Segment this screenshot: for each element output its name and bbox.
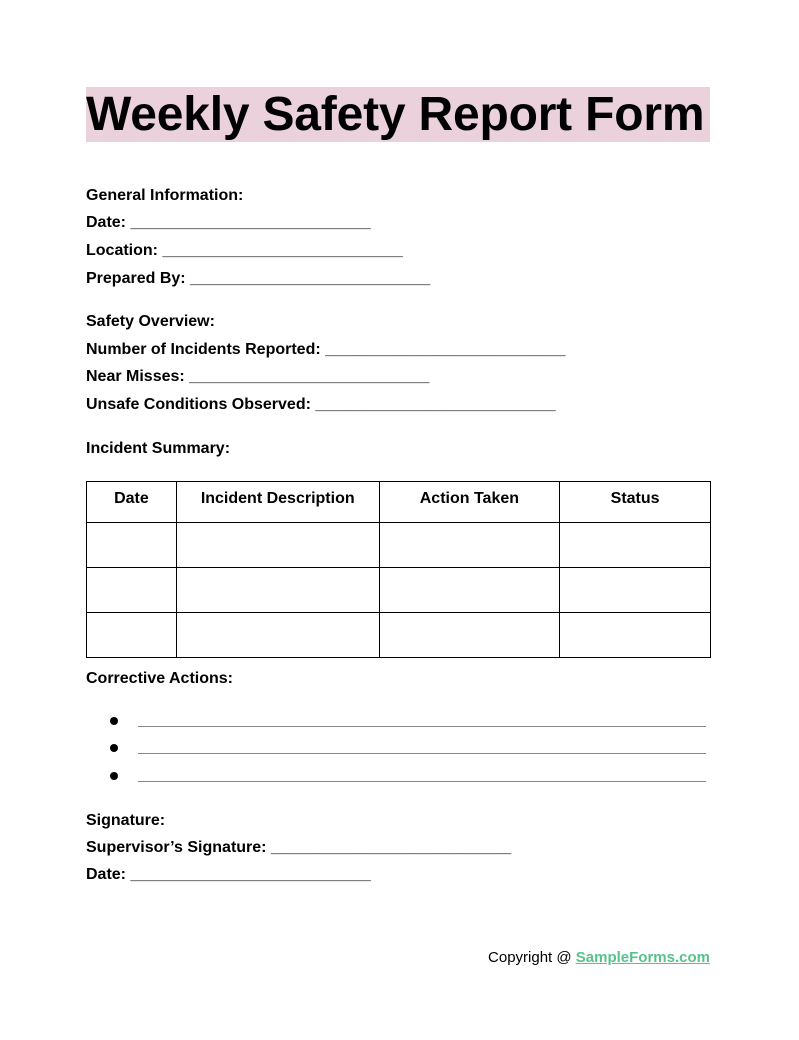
field-location[interactable]	[86, 242, 403, 260]
blank-line[interactable]	[138, 781, 706, 782]
blank-line[interactable]: ___________________________	[189, 368, 430, 385]
section-heading-corrective: Corrective Actions:	[86, 670, 233, 687]
blank-line[interactable]: ___________________________	[162, 242, 403, 259]
field-label: Prepared By:	[86, 270, 186, 287]
table-header-row	[87, 482, 711, 523]
section-heading-signature: Signature:	[86, 812, 166, 829]
bullet-icon	[110, 744, 118, 752]
column-header-action: Action Taken	[379, 482, 560, 523]
field-label: Date:	[86, 866, 127, 883]
field-unsafe-conditions[interactable]	[86, 396, 556, 414]
table-cell[interactable]	[176, 568, 379, 613]
table-cell[interactable]	[379, 568, 560, 613]
column-header-description: Incident Description	[176, 482, 379, 523]
field-label: Unsafe Conditions Observed:	[86, 396, 311, 413]
blank-line[interactable]: ___________________________	[325, 341, 566, 358]
copyright-footer	[488, 949, 710, 966]
field-supervisor-signature[interactable]	[86, 839, 511, 857]
field-signature-date[interactable]	[86, 866, 371, 884]
copyright-text: Copyright @	[488, 949, 576, 966]
table-cell[interactable]	[87, 613, 177, 658]
section-heading-incident-summary: Incident Summary:	[86, 440, 231, 457]
blank-line[interactable]	[138, 726, 706, 727]
column-header-date: Date	[87, 482, 177, 523]
field-label: Near Misses:	[86, 368, 185, 385]
table-cell[interactable]	[87, 523, 177, 568]
field-label: Supervisor’s Signature:	[86, 839, 267, 856]
field-date[interactable]	[86, 214, 371, 232]
field-label: Location:	[86, 242, 158, 259]
corrective-item[interactable]	[110, 713, 710, 731]
incident-table	[86, 481, 711, 658]
table-row	[87, 523, 711, 568]
field-incidents-reported[interactable]	[86, 341, 565, 359]
corrective-item[interactable]	[110, 740, 710, 758]
blank-line[interactable]: ___________________________	[315, 396, 556, 413]
page-title: Weekly Safety Report Form	[86, 87, 710, 142]
column-header-status: Status	[560, 482, 711, 523]
table-row	[87, 613, 711, 658]
corrective-item[interactable]	[110, 768, 710, 786]
table-cell[interactable]	[87, 568, 177, 613]
table-cell[interactable]	[379, 523, 560, 568]
table-row	[87, 568, 711, 613]
table-cell[interactable]	[379, 613, 560, 658]
bullet-icon	[110, 717, 118, 725]
field-label: Date:	[86, 214, 127, 231]
section-heading-overview: Safety Overview:	[86, 313, 215, 330]
table-cell[interactable]	[176, 613, 379, 658]
bullet-icon	[110, 772, 118, 780]
field-label: Number of Incidents Reported:	[86, 341, 321, 358]
sampleforms-link[interactable]: SampleForms.com	[575, 949, 710, 966]
table-cell[interactable]	[560, 613, 711, 658]
blank-line[interactable]: ___________________________	[270, 839, 512, 856]
table-cell[interactable]	[176, 523, 379, 568]
blank-line[interactable]	[138, 753, 706, 754]
blank-line[interactable]: ___________________________	[190, 270, 431, 287]
table-cell[interactable]	[560, 568, 711, 613]
blank-line[interactable]: ___________________________	[130, 866, 371, 883]
field-prepared-by[interactable]	[86, 270, 430, 288]
field-near-misses[interactable]	[86, 368, 429, 386]
blank-line[interactable]: ___________________________	[130, 214, 371, 231]
table-cell[interactable]	[560, 523, 711, 568]
section-heading-general: General Information:	[86, 187, 244, 204]
